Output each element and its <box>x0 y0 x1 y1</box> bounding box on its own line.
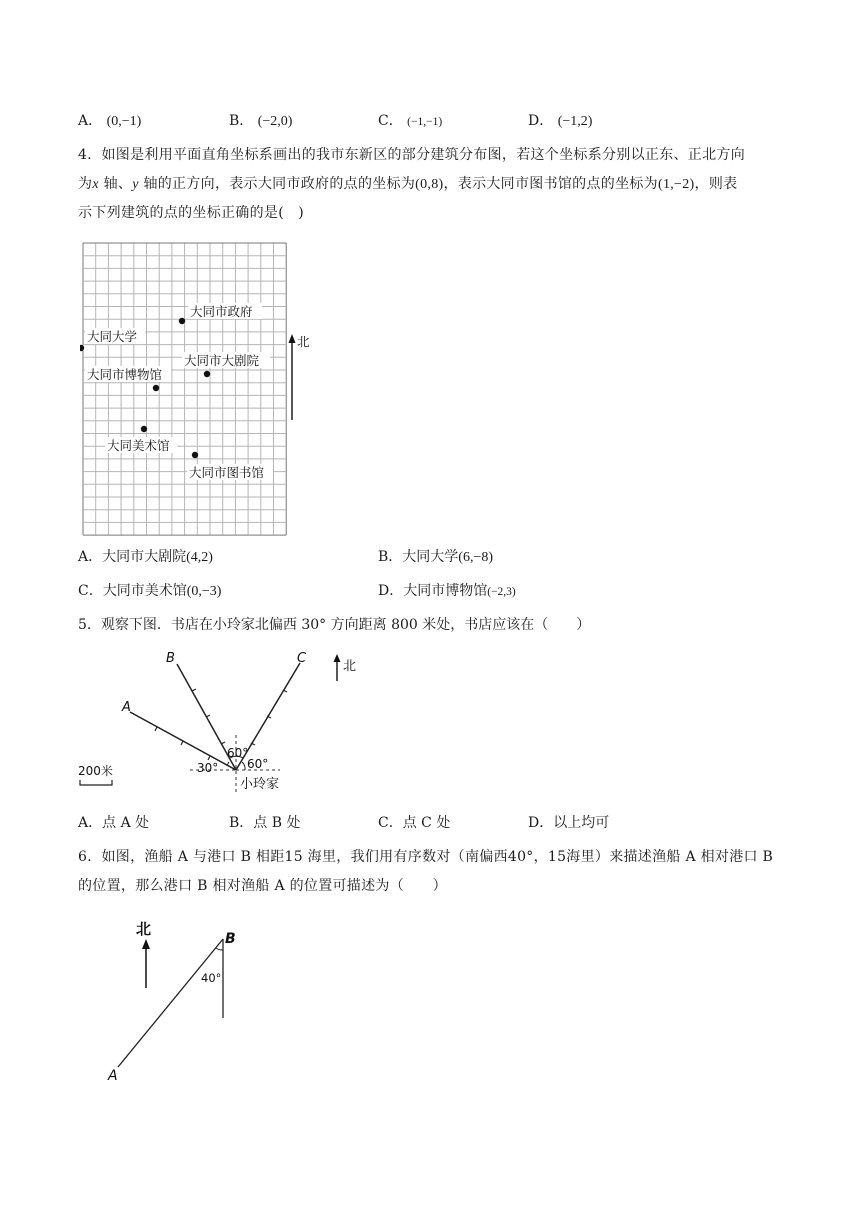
angle-arc-right <box>242 762 245 770</box>
option-text: 点 C 处 <box>402 815 451 831</box>
angle-arc <box>216 948 223 950</box>
label-library: 大同市图书馆 <box>189 465 265 480</box>
option-label: C． <box>78 583 103 599</box>
q3-option-d[interactable] <box>528 110 592 130</box>
option-label: D． <box>378 583 404 599</box>
north-arrow-icon <box>334 654 341 662</box>
option-text: 大同市美术馆 <box>102 583 187 599</box>
label-c: C <box>297 651 307 666</box>
scale-label: 200米 <box>78 764 113 778</box>
q5-option-b[interactable] <box>229 812 301 832</box>
option-text: 大同大学 <box>402 549 459 565</box>
q4-option-a[interactable] <box>78 546 213 566</box>
option-label: C． <box>378 815 403 831</box>
option-coord: (4,2) <box>186 550 213 565</box>
option-value: (−2,0) <box>257 114 293 129</box>
option-label: D． <box>528 815 554 831</box>
label-theater: 大同市大剧院 <box>184 353 260 368</box>
option-label: C． <box>378 113 403 129</box>
angle-label-60-top: 60° <box>227 746 249 760</box>
q5-stem: 5．观察下图．书店在小玲家北偏西 30° 方向距离 800 米处，书店应该在（ ） <box>78 617 591 633</box>
option-label: A． <box>78 815 103 831</box>
option-text: 点 B 处 <box>253 815 301 831</box>
point-government <box>179 318 185 324</box>
option-coord: (0,−3) <box>186 584 222 599</box>
point-art-museum <box>141 426 147 432</box>
q4-option-c[interactable] <box>78 580 221 600</box>
label-a: A <box>122 700 131 715</box>
q4-option-b[interactable] <box>378 546 493 566</box>
north-arrow-icon <box>142 939 150 949</box>
q6-direction-diagram <box>100 912 260 1087</box>
text: 轴的正方向，表示大同市政府的点的坐标为 <box>138 176 416 192</box>
option-value: (0,−1) <box>106 114 142 129</box>
q6-line-2: 的位置，那么港口 B 相对渔船 A 的位置可描述为（ ） <box>78 878 447 894</box>
q5-option-a[interactable] <box>78 812 149 832</box>
math-y: y <box>132 177 139 192</box>
scale-bar <box>80 780 112 785</box>
option-coord: (6,−8) <box>458 550 494 565</box>
label-museum: 大同市博物馆 <box>87 367 163 382</box>
option-text: 大同市大剧院 <box>102 549 187 565</box>
q4-line-1: 4．如图是利用平面直角坐标系画出的我市东新区的部分建筑分布图，若这个坐标系分别以正东、正北方向 <box>78 147 746 163</box>
ray-a-ticks <box>155 727 210 760</box>
grid-lines <box>83 243 286 535</box>
line-b-to-a <box>118 939 223 1067</box>
option-label: B． <box>378 549 403 565</box>
option-text: 以上均可 <box>553 815 610 831</box>
q4-north-arrow <box>284 332 314 424</box>
label-government: 大同市政府 <box>190 304 253 319</box>
text: ，表示大同市图书馆的点的坐标为 <box>443 176 658 192</box>
north-label: 北 <box>297 334 310 349</box>
option-label: A． <box>78 549 103 565</box>
ray-b-ticks <box>192 689 225 744</box>
angle-label-30: 30° <box>197 761 219 775</box>
coord-government: (0,8) <box>415 177 444 192</box>
point-theater <box>204 371 210 377</box>
option-text: 点 A 处 <box>102 815 150 831</box>
label-b: B <box>225 931 236 947</box>
q3-option-c[interactable] <box>378 110 442 130</box>
q5-option-c[interactable] <box>378 812 450 832</box>
option-value: (−1,2) <box>557 114 593 129</box>
north-label: 北 <box>136 920 152 938</box>
q3-option-a[interactable] <box>78 110 141 130</box>
label-a: A <box>108 1068 118 1084</box>
angle-label-60-right: 60° <box>247 757 269 771</box>
option-label: D． <box>528 113 554 129</box>
point-museum <box>153 385 159 391</box>
north-label: 北 <box>343 659 357 674</box>
label-university: 大同大学 <box>87 329 138 344</box>
text: ，则表 <box>694 176 738 192</box>
option-text: 大同市博物馆 <box>403 583 488 599</box>
map-labels <box>85 303 273 480</box>
q4-stem <box>78 141 790 228</box>
q4-line-3: 示下列建筑的点的坐标正确的是( ) <box>78 205 305 221</box>
text: 为 <box>78 176 93 192</box>
q5-option-d[interactable] <box>528 812 609 832</box>
arrow-head-icon <box>289 334 296 343</box>
option-label: A． <box>78 113 103 129</box>
option-coord: (−2,3) <box>487 586 516 598</box>
label-art-museum: 大同美术馆 <box>107 438 170 453</box>
point-university <box>80 345 84 351</box>
q6-stem <box>78 843 790 901</box>
label-home: 小玲家 <box>240 777 280 792</box>
point-library <box>192 452 198 458</box>
label-b: B <box>166 651 175 666</box>
math-x: x <box>92 177 99 192</box>
angle-label: 40° <box>201 971 222 985</box>
q5-direction-diagram <box>70 645 410 800</box>
coord-library: (1,−2) <box>657 177 695 192</box>
q6-line-1: 6．如图，渔船 A 与港口 B 相距15 海里，我们用有序数对（南偏西40°，15海里）来描述渔船 A 相对港口 B <box>78 849 774 865</box>
option-label: B． <box>229 815 254 831</box>
option-label: B． <box>229 113 254 129</box>
text: 轴、 <box>98 176 133 192</box>
q4-line-2 <box>78 170 790 199</box>
q4-option-d[interactable] <box>378 580 516 600</box>
q3-option-b[interactable] <box>229 110 292 130</box>
option-value: (−1,−1) <box>407 116 443 128</box>
